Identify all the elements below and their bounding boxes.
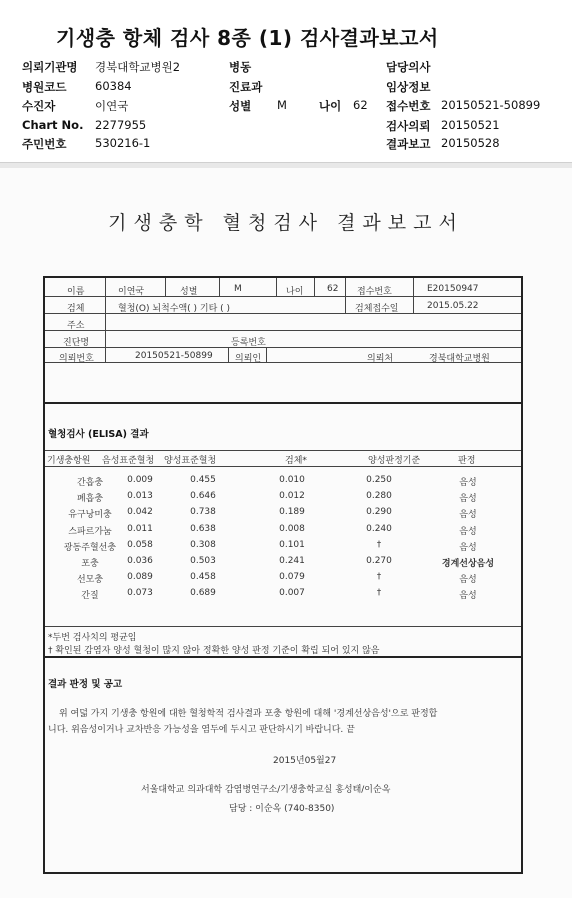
ward-label: 병동: [229, 60, 252, 74]
row-divider: [45, 362, 521, 363]
cell-cutoff: 0.280: [366, 491, 392, 502]
cell-sample: 0.007: [279, 588, 305, 599]
cell-antigen: 간흡충: [76, 478, 104, 488]
cell-antigen: 간질: [81, 591, 99, 602]
diagnosis-label: 진단명: [63, 338, 90, 348]
col-divider: [266, 347, 267, 362]
hospital-code-value: 60384: [95, 79, 132, 93]
cell-result: 음성: [459, 591, 477, 602]
col-divider: [219, 278, 220, 296]
hospital-code-label: 병원코드: [22, 80, 67, 94]
report-frame: [43, 276, 523, 874]
conclusion-title: 결과 판정 및 공고: [48, 679, 123, 690]
info-sex-label: 성별: [180, 287, 198, 297]
col-sample: 검체*: [285, 456, 307, 466]
section-divider: [45, 402, 521, 404]
col-cutoff: 양성판정기준: [368, 456, 421, 466]
department-label: 진료과: [229, 80, 263, 94]
name-value: 이연국: [118, 287, 145, 297]
cell-neg: 0.011: [127, 523, 153, 534]
report-title: 기생충학 혈청검사 결과보고서: [108, 212, 464, 234]
conclusion-line-1: 위 여덟 가지 기생충 항원에 대한 혈청학적 검사결과 포충 항원에 대해 '경계선상음성'으로 판정합: [59, 709, 438, 719]
address-label: 주소: [67, 321, 85, 331]
col-result: 판정: [458, 456, 476, 466]
col-divider: [105, 313, 106, 362]
cell-neg: 0.009: [127, 475, 153, 485]
info-age-value: 62: [327, 284, 339, 294]
request-no-value: 20150521-50899: [135, 351, 213, 361]
report-date: 2015년05월27: [273, 756, 337, 766]
institution-value: 경북대학교병원2: [95, 60, 181, 74]
cell-cutoff: †: [376, 588, 382, 599]
specimen-date-value: 2015.05.22: [427, 301, 479, 311]
col-neg: 음성표준혈청: [102, 456, 155, 466]
sex-value: M: [277, 98, 287, 112]
col-divider: [276, 278, 277, 296]
row-divider: [45, 330, 521, 331]
footnote-average: *두번 검사치의 평균임: [48, 633, 137, 643]
requester-org-value: 경북대학교병원: [429, 354, 490, 364]
report-date-label: 결과보고: [386, 137, 431, 151]
specimen-value: 혈청(O) 뇌척수액( ) 기타 ( ): [118, 304, 231, 314]
cell-sample: 0.010: [279, 475, 305, 485]
cell-cutoff: 0.270: [366, 556, 392, 566]
clinical-info-label: 임상정보: [386, 80, 431, 94]
row-divider: [45, 313, 521, 314]
col-divider: [105, 278, 106, 313]
cell-result: 음성: [459, 526, 477, 537]
cell-pos: 0.308: [190, 539, 216, 550]
cell-pos: 0.646: [190, 491, 216, 502]
cell-pos: 0.689: [190, 588, 216, 599]
footnote-dagger: † 확인된 감염자 양성 혈청이 많지 않아 정확한 양성 판정 기준이 확립 되어 있지 않음: [48, 646, 380, 656]
cell-sample: 0.008: [279, 523, 305, 534]
cell-neg: 0.042: [127, 507, 153, 518]
cell-result: 음성: [459, 575, 477, 586]
cell-antigen: 폐흡충: [76, 494, 104, 505]
signature-line: 서울대학교 의과대학 감염병연구소/기생충학교실 홍성태/이순옥: [141, 785, 391, 795]
col-divider: [413, 278, 414, 313]
request-date-label: 검사의뢰: [386, 119, 431, 133]
cell-pos: 0.503: [190, 556, 216, 566]
age-label: 나이: [319, 99, 342, 113]
section-divider: [45, 656, 521, 658]
name-label: 이름: [67, 287, 85, 297]
requester-org-label: 의뢰처: [367, 354, 394, 364]
row-divider: [45, 450, 521, 451]
scanned-report: [0, 168, 572, 898]
cell-result: 음성: [459, 494, 477, 505]
institution-label: 의뢰기관명: [22, 60, 78, 74]
col-divider: [165, 278, 166, 296]
contact-line: 담당 : 이순옥 (740-8350): [229, 804, 335, 814]
row-divider: [45, 347, 521, 348]
patient-value: 이연국: [95, 99, 129, 113]
cell-sample: 0.241: [279, 556, 305, 566]
id-no-label: 주민번호: [22, 137, 67, 151]
cell-pos: 0.458: [190, 572, 216, 583]
cell-sample: 0.012: [279, 491, 305, 502]
doctor-label: 담당의사: [386, 60, 431, 74]
cell-sample: 0.079: [279, 572, 305, 583]
col-divider: [314, 278, 315, 296]
chart-no-value: 2277955: [95, 118, 147, 132]
report-date-value: 20150528: [441, 136, 500, 150]
cell-result: 음성: [459, 478, 477, 488]
info-sex-value: M: [234, 284, 242, 294]
specimen-label: 검체: [67, 304, 85, 314]
cell-antigen: 포충: [81, 559, 99, 569]
request-no-label: 의뢰번호: [59, 354, 94, 364]
info-receipt-label: 접수번호: [357, 287, 392, 297]
cell-cutoff: †: [376, 539, 382, 550]
info-age-label: 나이: [286, 287, 304, 297]
cell-sample: 0.101: [279, 539, 305, 550]
col-pos: 양성표준혈청: [164, 456, 217, 466]
sex-label: 성별: [229, 99, 252, 113]
chart-no-label: Chart No.: [22, 118, 84, 132]
cell-cutoff: †: [376, 572, 382, 583]
registration-label: 등록번호: [231, 338, 266, 348]
requester-label: 의뢰인: [235, 354, 262, 364]
cell-cutoff: 0.290: [366, 507, 392, 518]
cell-neg: 0.073: [127, 588, 153, 599]
cell-pos: 0.638: [190, 523, 216, 534]
age-value: 62: [353, 98, 368, 112]
col-antigen: 기생충항원: [47, 456, 91, 466]
conclusion-line-2: 니다. 위음성이거나 교차반응 가능성을 염두에 두시고 판단하시기 바랍니다. 끝: [48, 725, 355, 735]
request-date-value: 20150521: [441, 118, 500, 132]
cell-antigen: 스파르가눔: [68, 526, 112, 537]
receipt-no-label: 접수번호: [386, 99, 431, 113]
cell-neg: 0.058: [127, 539, 153, 550]
id-no-value: 530216-1: [95, 136, 151, 150]
elisa-section-title: 혈청검사 (ELISA) 결과: [48, 429, 149, 440]
col-divider: [345, 278, 346, 313]
cell-neg: 0.036: [127, 556, 153, 566]
row-divider: [45, 296, 521, 297]
cell-sample: 0.189: [279, 507, 305, 518]
row-divider: [45, 626, 521, 627]
cell-antigen: 선모충: [76, 575, 104, 586]
cell-neg: 0.089: [127, 572, 153, 583]
cell-result: 음성: [459, 542, 477, 553]
cell-cutoff: 0.250: [366, 475, 392, 485]
page-title: 기생충 항체 검사 8종 (1) 검사결과보고서: [56, 26, 439, 50]
receipt-no-value: 20150521-50899: [441, 98, 541, 112]
cell-pos: 0.738: [190, 507, 216, 518]
info-receipt-value: E20150947: [427, 284, 479, 294]
cell-pos: 0.455: [190, 475, 216, 485]
patient-label: 수진자: [22, 99, 56, 113]
specimen-date-label: 검체접수일: [355, 304, 399, 314]
col-divider: [228, 347, 229, 362]
cell-neg: 0.013: [127, 491, 153, 502]
cell-antigen: 광동주혈선충: [63, 542, 117, 553]
report-header: [0, 0, 572, 168]
cell-antigen: 유구낭미충: [68, 510, 112, 521]
cell-cutoff: 0.240: [366, 523, 392, 534]
row-divider: [45, 466, 521, 467]
cell-result: 음성: [459, 510, 477, 521]
cell-result: 경계선상음성: [441, 559, 495, 569]
